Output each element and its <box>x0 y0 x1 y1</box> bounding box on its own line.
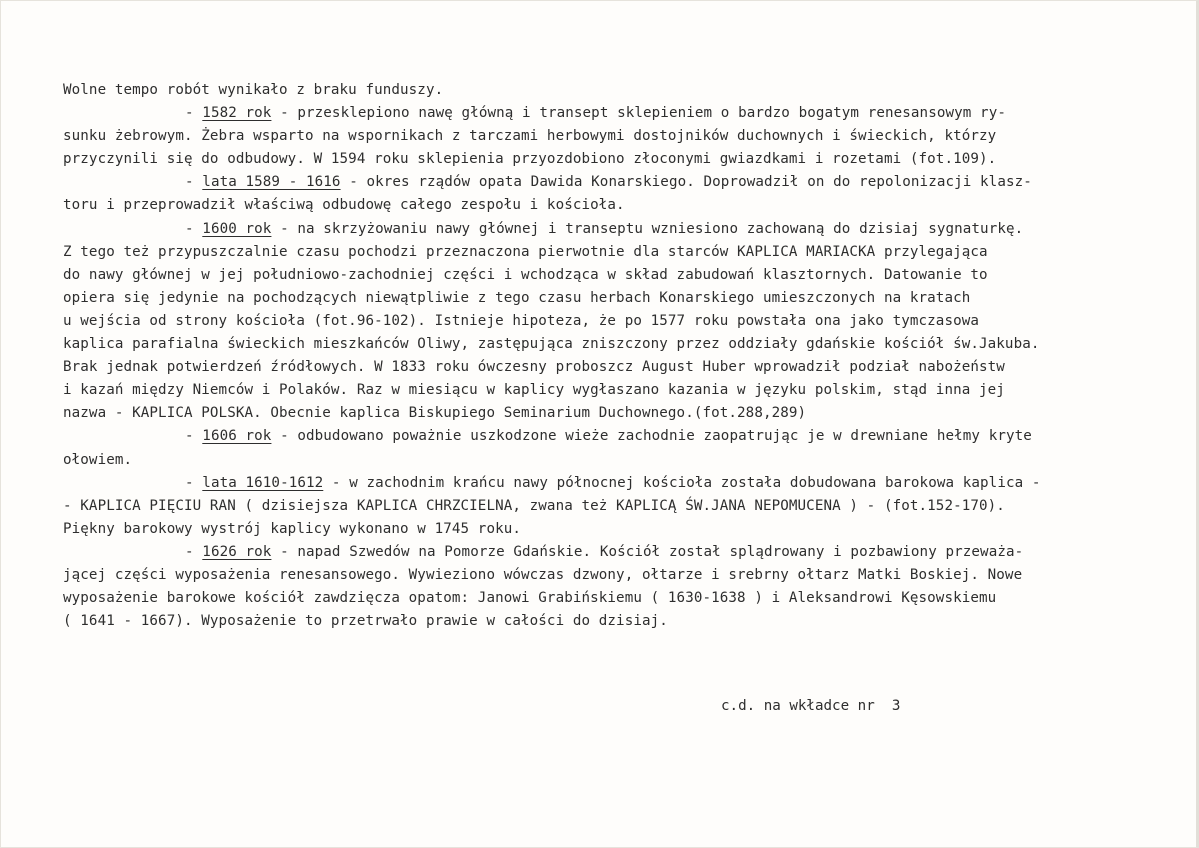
entry-dash: - <box>185 174 203 191</box>
entry-dash: - <box>185 474 203 491</box>
text-line: Brak jednak potwierdzeń źródłowych. W 1833 roku ówczesny proboszcz August Huber wprowadził podział nabożeństw <box>63 359 1005 376</box>
entry-dash: - <box>185 543 203 560</box>
text-line: wyposażenie barokowe kościół zawdzięcza opatom: Janowi Grabińskiemu ( 1630-1638 ) i Aleksandrowi Kęsowskiemu <box>63 590 997 607</box>
paragraph-line <box>63 449 1193 472</box>
entry-date: lata 1589 - 1616 <box>202 174 341 191</box>
paragraph-line <box>63 610 1193 633</box>
text-line: Z tego też przypuszczalnie czasu pochodzi przeznaczona pierwotnie dla starców KAPLICA MARIACKA przylegająca <box>63 243 988 260</box>
entry-date: lata 1610-1612 <box>202 474 324 491</box>
entry-1600-heading <box>63 218 1193 241</box>
entry-dash: - <box>185 105 203 122</box>
paragraph-line <box>63 495 1193 518</box>
text-line: nazwa - KAPLICA POLSKA. Obecnie kaplica Biskupiego Seminarium Duchownego.(fot.288,289) <box>63 405 807 422</box>
entry-1606-heading <box>63 425 1193 448</box>
continuation-note: c.d. na wkładce nr 3 <box>721 698 901 714</box>
entry-dash: - <box>185 428 203 445</box>
paragraph-line <box>63 79 1193 102</box>
text-line: jącej części wyposażenia renesansowego. Wywieziono wówczas dzwony, ołtarze i srebrny ołtarz Matki Boskiej. Nowe <box>63 566 1023 583</box>
text-line: Piękny barokowy wystrój kaplicy wykonano w 1745 roku. <box>63 520 522 537</box>
paragraph-line <box>63 379 1193 402</box>
entry-1610-heading <box>63 472 1193 495</box>
text-line: - okres rządów opata Dawida Konarskiego. Doprowadził on do repolonizacji klasz- <box>340 174 1032 191</box>
paragraph-line <box>63 241 1193 264</box>
entry-date: 1600 rok <box>202 220 272 237</box>
text-line: i kazań między Niemców i Polaków. Raz w miesiącu w kaplicy wygłaszano kazania w języku polskim, stąd inna jej <box>63 382 1005 399</box>
paragraph-line <box>63 310 1193 333</box>
paragraph-line <box>63 194 1193 217</box>
paragraph-line <box>63 402 1193 425</box>
entry-dash: - <box>185 220 203 237</box>
document-body <box>63 79 1193 633</box>
entry-1626-heading <box>63 541 1193 564</box>
text-line: sunku żebrowym. Żebra wsparto na wspornikach z tarczami herbowymi dostojników duchownych i świeckich, którzy <box>63 128 997 145</box>
paragraph-line <box>63 148 1193 171</box>
text-line: do nawy głównej w jej południowo-zachodniej części i wchodząca w skład zabudowań klasztornych. Datowanie to <box>63 266 988 283</box>
paragraph-line <box>63 333 1193 356</box>
text-line: u wejścia od strony kościoła (fot.96-102). Istnieje hipoteza, że po 1577 roku powstała ona jako tymczasowa <box>63 312 980 329</box>
paragraph-line <box>63 287 1193 310</box>
entry-date: 1626 rok <box>202 543 272 560</box>
entry-date: 1606 rok <box>202 428 272 445</box>
text-line: - przesklepiono nawę główną i transept sklepieniem o bardzo bogatym renesansowym ry- <box>271 105 1006 122</box>
paragraph-line <box>63 125 1193 148</box>
text-line: - na skrzyżowaniu nawy głównej i transeptu wzniesiono zachowaną do dzisiaj sygnaturkę. <box>271 220 1024 237</box>
text-line: kaplica parafialna świeckich mieszkańców Oliwy, zastępująca zniszczony przez oddziały gdańskie kościół św.Jakuba. <box>63 336 1040 353</box>
paragraph-line <box>63 264 1193 287</box>
entry-1582-heading <box>63 102 1193 125</box>
paragraph-line <box>63 356 1193 379</box>
text-line: - odbudowano poważnie uszkodzone wieże zachodnie zaopatrując je w drewniane hełmy kryte <box>271 428 1032 445</box>
paragraph-line <box>63 564 1193 587</box>
text-line: toru i przeprowadził właściwą odbudowę całego zespołu i kościoła. <box>63 197 625 214</box>
text-line: opiera się jedynie na pochodzących niewątpliwie z tego czasu herbach Konarskiego umieszczonych na kratach <box>63 289 971 306</box>
text-line: - napad Szwedów na Pomorze Gdańskie. Kościół został splądrowany i pozbawiony przeważa- <box>271 543 1024 560</box>
text-line: przyczynili się do odbudowy. W 1594 roku sklepienia przyozdobiono złoconymi gwiazdkami i rozetami (fot.109). <box>63 151 997 168</box>
text-line: Wolne tempo robót wynikało z braku funduszy. <box>63 82 444 98</box>
text-line: ( 1641 - 1667). Wyposażenie to przetrwało prawie w całości do dzisiaj. <box>63 613 668 630</box>
text-line: - KAPLICA PIĘCIU RAN ( dzisiejsza KAPLICA CHRZCIELNA, zwana też KAPLICĄ ŚW.JANA NEPOMUCENA ) - (fot.152-170). <box>63 497 1005 514</box>
paragraph-line <box>63 518 1193 541</box>
text-line: ołowiem. <box>63 451 133 468</box>
entry-date: 1582 rok <box>202 105 272 122</box>
entry-1589-heading <box>63 171 1193 194</box>
paragraph-line <box>63 587 1193 610</box>
text-line: - w zachodnim krańcu nawy północnej kościoła została dobudowana barokowa kaplica - <box>323 474 1041 491</box>
